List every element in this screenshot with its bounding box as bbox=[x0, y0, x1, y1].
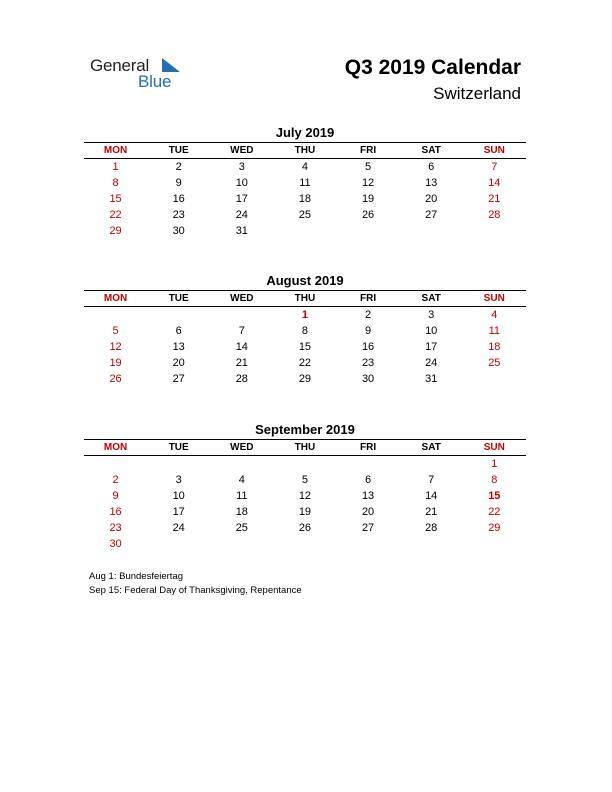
day-cell: 22 bbox=[109, 209, 122, 221]
month-title: September 2019 bbox=[255, 422, 355, 437]
empty-day-cell bbox=[147, 536, 210, 552]
empty-day-cell bbox=[400, 223, 463, 239]
day-cell: 26 bbox=[361, 209, 375, 221]
day-cell: 12 bbox=[109, 341, 122, 353]
empty-day-cell bbox=[400, 536, 463, 552]
week-row bbox=[84, 307, 526, 323]
holiday-note: Sep 15: Federal Day of Thanksgiving, Repentance bbox=[89, 585, 302, 596]
day-cell: 23 bbox=[109, 522, 122, 534]
day-cell: 19 bbox=[109, 357, 122, 369]
weekday-header-sun: SUN bbox=[483, 442, 505, 453]
day-cell: 10 bbox=[425, 325, 438, 337]
weekday-header-fri: FRI bbox=[360, 145, 377, 156]
day-cell: 31 bbox=[235, 225, 248, 237]
day-cell: 1 bbox=[112, 161, 119, 173]
week-row bbox=[84, 504, 526, 520]
day-cell: 6 bbox=[365, 474, 372, 486]
day-cell: 5 bbox=[301, 474, 308, 486]
day-cell: 1 bbox=[491, 458, 498, 470]
month-title: July 2019 bbox=[275, 125, 335, 140]
weekday-header-sat: SAT bbox=[421, 442, 441, 453]
day-cell: 3 bbox=[428, 309, 435, 321]
day-cell: 23 bbox=[172, 209, 185, 221]
week-row bbox=[84, 472, 526, 488]
weekday-header-thu: THU bbox=[294, 145, 316, 156]
weekday-header-tue: TUE bbox=[168, 442, 189, 453]
day-cell: 28 bbox=[235, 373, 248, 385]
day-cell: 6 bbox=[428, 161, 435, 173]
day-cell: 11 bbox=[236, 490, 248, 502]
week-row bbox=[84, 488, 526, 504]
empty-day-cell bbox=[147, 456, 210, 472]
day-cell: 16 bbox=[361, 341, 375, 353]
empty-day-cell bbox=[400, 456, 463, 472]
day-cell: 16 bbox=[172, 193, 185, 205]
day-cell: 27 bbox=[172, 373, 185, 385]
day-cell: 19 bbox=[298, 506, 312, 518]
day-cell: 17 bbox=[235, 193, 248, 205]
month-title: August 2019 bbox=[266, 273, 344, 288]
week-row bbox=[84, 175, 526, 191]
empty-day-cell bbox=[147, 307, 210, 323]
month-block bbox=[84, 124, 526, 239]
day-cell: 12 bbox=[361, 177, 375, 189]
day-cell: 9 bbox=[175, 177, 182, 189]
weekday-header-sun: SUN bbox=[483, 145, 505, 156]
day-cell: 13 bbox=[361, 490, 375, 502]
weekday-header-row bbox=[84, 439, 526, 456]
day-cell: 18 bbox=[298, 193, 312, 205]
day-cell: 15 bbox=[488, 490, 501, 502]
day-cell: 2 bbox=[112, 474, 119, 486]
empty-day-cell bbox=[84, 456, 147, 472]
day-cell: 19 bbox=[361, 193, 375, 205]
day-cell: 14 bbox=[425, 490, 438, 502]
day-cell: 21 bbox=[488, 193, 501, 205]
day-cell: 6 bbox=[175, 325, 182, 337]
day-cell: 12 bbox=[298, 490, 312, 502]
day-cell: 20 bbox=[425, 193, 438, 205]
empty-day-cell bbox=[273, 456, 336, 472]
empty-day-cell bbox=[337, 223, 400, 239]
day-cell: 15 bbox=[109, 193, 122, 205]
day-cell: 30 bbox=[361, 373, 375, 385]
empty-day-cell bbox=[210, 456, 273, 472]
day-cell: 3 bbox=[238, 161, 245, 173]
logo-flag-icon bbox=[162, 58, 180, 72]
day-cell: 28 bbox=[488, 209, 501, 221]
week-row bbox=[84, 371, 526, 387]
weekday-header-thu: THU bbox=[294, 442, 316, 453]
day-cell: 1 bbox=[301, 309, 308, 321]
day-cell: 8 bbox=[491, 474, 498, 486]
day-cell: 7 bbox=[428, 474, 435, 486]
page-title: Q3 2019 Calendar bbox=[344, 56, 521, 79]
day-cell: 27 bbox=[361, 522, 375, 534]
day-cell: 16 bbox=[109, 506, 122, 518]
weekday-header-tue: TUE bbox=[168, 293, 189, 304]
day-cell: 4 bbox=[238, 474, 245, 486]
empty-day-cell bbox=[273, 536, 336, 552]
day-cell: 26 bbox=[298, 522, 312, 534]
week-row bbox=[84, 159, 526, 175]
day-cell: 11 bbox=[299, 177, 311, 189]
day-cell: 26 bbox=[109, 373, 122, 385]
week-row bbox=[84, 191, 526, 207]
empty-day-cell bbox=[337, 536, 400, 552]
day-cell: 15 bbox=[298, 341, 312, 353]
weekday-header-mon: MON bbox=[103, 442, 128, 453]
day-cell: 29 bbox=[298, 373, 312, 385]
day-cell: 31 bbox=[425, 373, 438, 385]
empty-day-cell bbox=[84, 307, 147, 323]
weekday-header-tue: TUE bbox=[168, 145, 189, 156]
brand-logo bbox=[90, 56, 190, 96]
day-cell: 25 bbox=[235, 522, 248, 534]
week-row bbox=[84, 223, 526, 239]
day-cell: 29 bbox=[109, 225, 122, 237]
weekday-header-sun: SUN bbox=[483, 293, 505, 304]
day-cell: 20 bbox=[172, 357, 185, 369]
day-cell: 10 bbox=[235, 177, 248, 189]
week-row bbox=[84, 207, 526, 223]
day-cell: 8 bbox=[301, 325, 308, 337]
empty-day-cell bbox=[463, 223, 526, 239]
day-cell: 30 bbox=[109, 538, 122, 550]
day-cell: 20 bbox=[361, 506, 375, 518]
day-cell: 24 bbox=[172, 522, 185, 534]
weekday-header-mon: MON bbox=[103, 145, 128, 156]
day-cell: 5 bbox=[365, 161, 372, 173]
day-cell: 8 bbox=[112, 177, 119, 189]
day-cell: 14 bbox=[235, 341, 248, 353]
weekday-header-row bbox=[84, 142, 526, 159]
day-cell: 24 bbox=[235, 209, 248, 221]
day-cell: 5 bbox=[112, 325, 119, 337]
day-cell: 23 bbox=[361, 357, 375, 369]
weekday-header-sat: SAT bbox=[421, 145, 441, 156]
day-cell: 10 bbox=[172, 490, 185, 502]
week-row bbox=[84, 339, 526, 355]
day-cell: 29 bbox=[488, 522, 501, 534]
day-cell: 18 bbox=[488, 341, 501, 353]
day-cell: 11 bbox=[488, 325, 501, 337]
holiday-notes bbox=[89, 570, 302, 598]
weekday-header-wed: WED bbox=[230, 442, 254, 453]
day-cell: 13 bbox=[425, 177, 438, 189]
day-cell: 3 bbox=[175, 474, 182, 486]
week-row bbox=[84, 536, 526, 552]
empty-day-cell bbox=[337, 456, 400, 472]
weekday-header-fri: FRI bbox=[360, 293, 377, 304]
week-row bbox=[84, 323, 526, 339]
month-block bbox=[84, 272, 526, 387]
day-cell: 4 bbox=[301, 161, 308, 173]
day-cell: 21 bbox=[425, 506, 438, 518]
empty-day-cell bbox=[463, 371, 526, 387]
weekday-header-wed: WED bbox=[230, 145, 254, 156]
holiday-note: Aug 1: Bundesfeiertag bbox=[89, 571, 184, 582]
day-cell: 30 bbox=[172, 225, 185, 237]
day-cell: 17 bbox=[172, 506, 185, 518]
day-cell: 24 bbox=[425, 357, 438, 369]
page-subtitle: Switzerland bbox=[433, 84, 521, 103]
empty-day-cell bbox=[210, 536, 273, 552]
week-row bbox=[84, 456, 526, 472]
week-row bbox=[84, 355, 526, 371]
logo-text-blue: Blue bbox=[138, 72, 172, 91]
day-cell: 27 bbox=[425, 209, 438, 221]
empty-day-cell bbox=[463, 536, 526, 552]
day-cell: 9 bbox=[365, 325, 372, 337]
day-cell: 22 bbox=[298, 357, 312, 369]
day-cell: 4 bbox=[491, 309, 498, 321]
weekday-header-row bbox=[84, 290, 526, 307]
week-row bbox=[84, 520, 526, 536]
day-cell: 7 bbox=[491, 161, 498, 173]
weekday-header-fri: FRI bbox=[360, 442, 377, 453]
day-cell: 18 bbox=[235, 506, 248, 518]
day-cell: 7 bbox=[238, 325, 245, 337]
weekday-header-wed: WED bbox=[230, 293, 254, 304]
day-cell: 25 bbox=[298, 209, 312, 221]
day-cell: 2 bbox=[365, 309, 372, 321]
month-block bbox=[84, 421, 526, 552]
day-cell: 2 bbox=[175, 161, 182, 173]
weekday-header-sat: SAT bbox=[421, 293, 441, 304]
day-cell: 13 bbox=[172, 341, 185, 353]
weekday-header-thu: THU bbox=[294, 293, 316, 304]
day-cell: 25 bbox=[488, 357, 501, 369]
day-cell: 9 bbox=[112, 490, 119, 502]
weekday-header-mon: MON bbox=[103, 293, 128, 304]
day-cell: 21 bbox=[235, 357, 248, 369]
day-cell: 22 bbox=[488, 506, 501, 518]
logo-text-general: General bbox=[90, 56, 150, 75]
empty-day-cell bbox=[273, 223, 336, 239]
day-cell: 14 bbox=[488, 177, 501, 189]
day-cell: 17 bbox=[425, 341, 438, 353]
empty-day-cell bbox=[210, 307, 273, 323]
day-cell: 28 bbox=[425, 522, 438, 534]
